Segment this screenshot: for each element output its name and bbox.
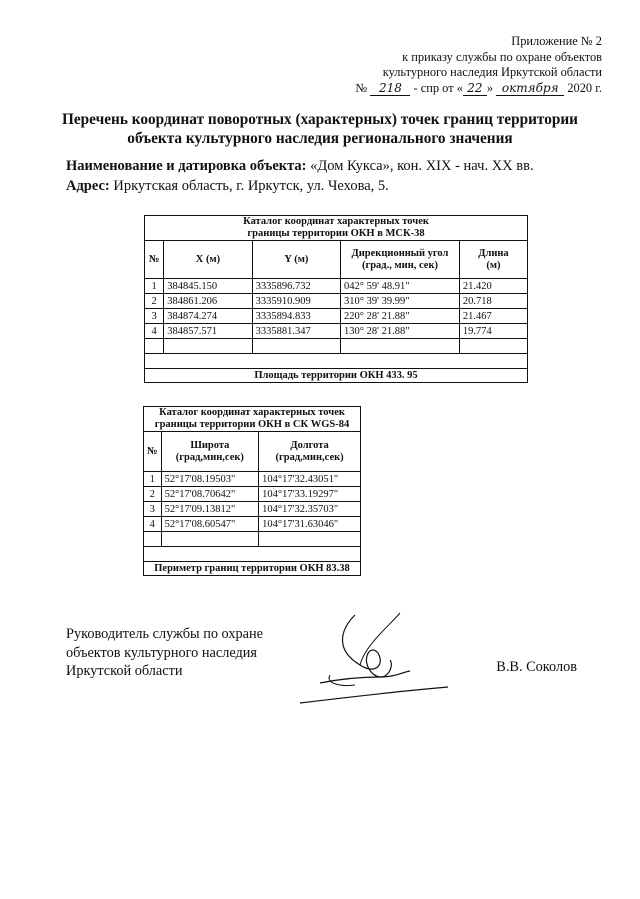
object-address-line [66,177,389,195]
order-number: 218 [370,82,410,96]
table2-caption: Каталог координат характерных точек границы территории ОКН в СК WGS-84 [144,407,361,432]
table1-header: № [145,241,164,279]
table1-footer-area: Площадь территории ОКН 433. 95 [145,369,528,383]
table-row: 4 384857.571 3335881.347 130° 28' 21.88" 19.774 [145,324,528,339]
table2-footer-perimeter: Периметр границ территории ОКН 83.38 [144,562,361,576]
document-title: Перечень координат поворотных (характерных) точек границ территории объекта культурного наследия регионального значения [61,111,578,147]
handwritten-signature [300,605,450,715]
table1-header: Дирекционный угол (град., мин, сек) [341,241,460,279]
table-row: 4 52°17'08.60547" 104°17'31.63046" [144,517,361,532]
empty-row [145,354,528,369]
table-row: 2 384861.206 3335910.909 310° 39' 39.99" 20.718 [145,294,528,309]
appendix-line3: культурного наследия Иркутской области [382,65,602,79]
table-row: 3 52°17'09.13812" 104°17'32.35703" [144,502,361,517]
object-name-label: Наименование и датировка объекта: [66,158,307,174]
table2-header: Долгота (град,мин,сек) [259,432,361,472]
object-name-line [66,157,534,175]
appendix-line1: Приложение № 2 [511,34,602,48]
table1-header: Y (м) [252,241,340,279]
table1-caption: Каталог координат характерных точек границы территории ОКН в МСК-38 [145,216,528,241]
appendix-block [302,34,602,96]
msk38-coordinates-table [144,215,528,383]
object-address-value: Иркутская область, г. Иркутск, ул. Чехова, 5. [113,178,389,194]
table-row: 2 52°17'08.70642" 104°17'33.19297" [144,487,361,502]
table1-header: X (м) [164,241,252,279]
object-name-value: «Дом Кукса», кон. XIX - нач. XX вв. [310,158,534,174]
order-day: 22 [463,82,487,96]
signatory-name: В.В. Соколов [496,659,577,675]
table-row: 1 384845.150 3335896.732 042° 59' 48.91" 21.420 [145,279,528,294]
signatory-position: Руководитель службы по охране объектов культурного наследия Иркутской области [66,626,263,679]
order-month: октября [496,82,564,96]
appendix-number-line: № 218 - спр от « 22 » октября 2020 г. [355,80,602,95]
table-row: 1 52°17'08.19503" 104°17'32.43051" [144,472,361,487]
empty-row [144,532,361,547]
empty-row [145,339,528,354]
wgs84-coordinates-table [143,406,361,576]
table2-header: № [144,432,162,472]
table1-header: Длина (м) [459,241,527,279]
table-row: 3 384874.274 3335894.833 220° 28' 21.88" 21.467 [145,309,528,324]
table2-header: Широта (град,мин,сек) [161,432,259,472]
appendix-line2: к приказу службы по охране объектов [402,49,602,64]
empty-row [144,547,361,562]
object-address-label: Адрес: [66,178,110,194]
